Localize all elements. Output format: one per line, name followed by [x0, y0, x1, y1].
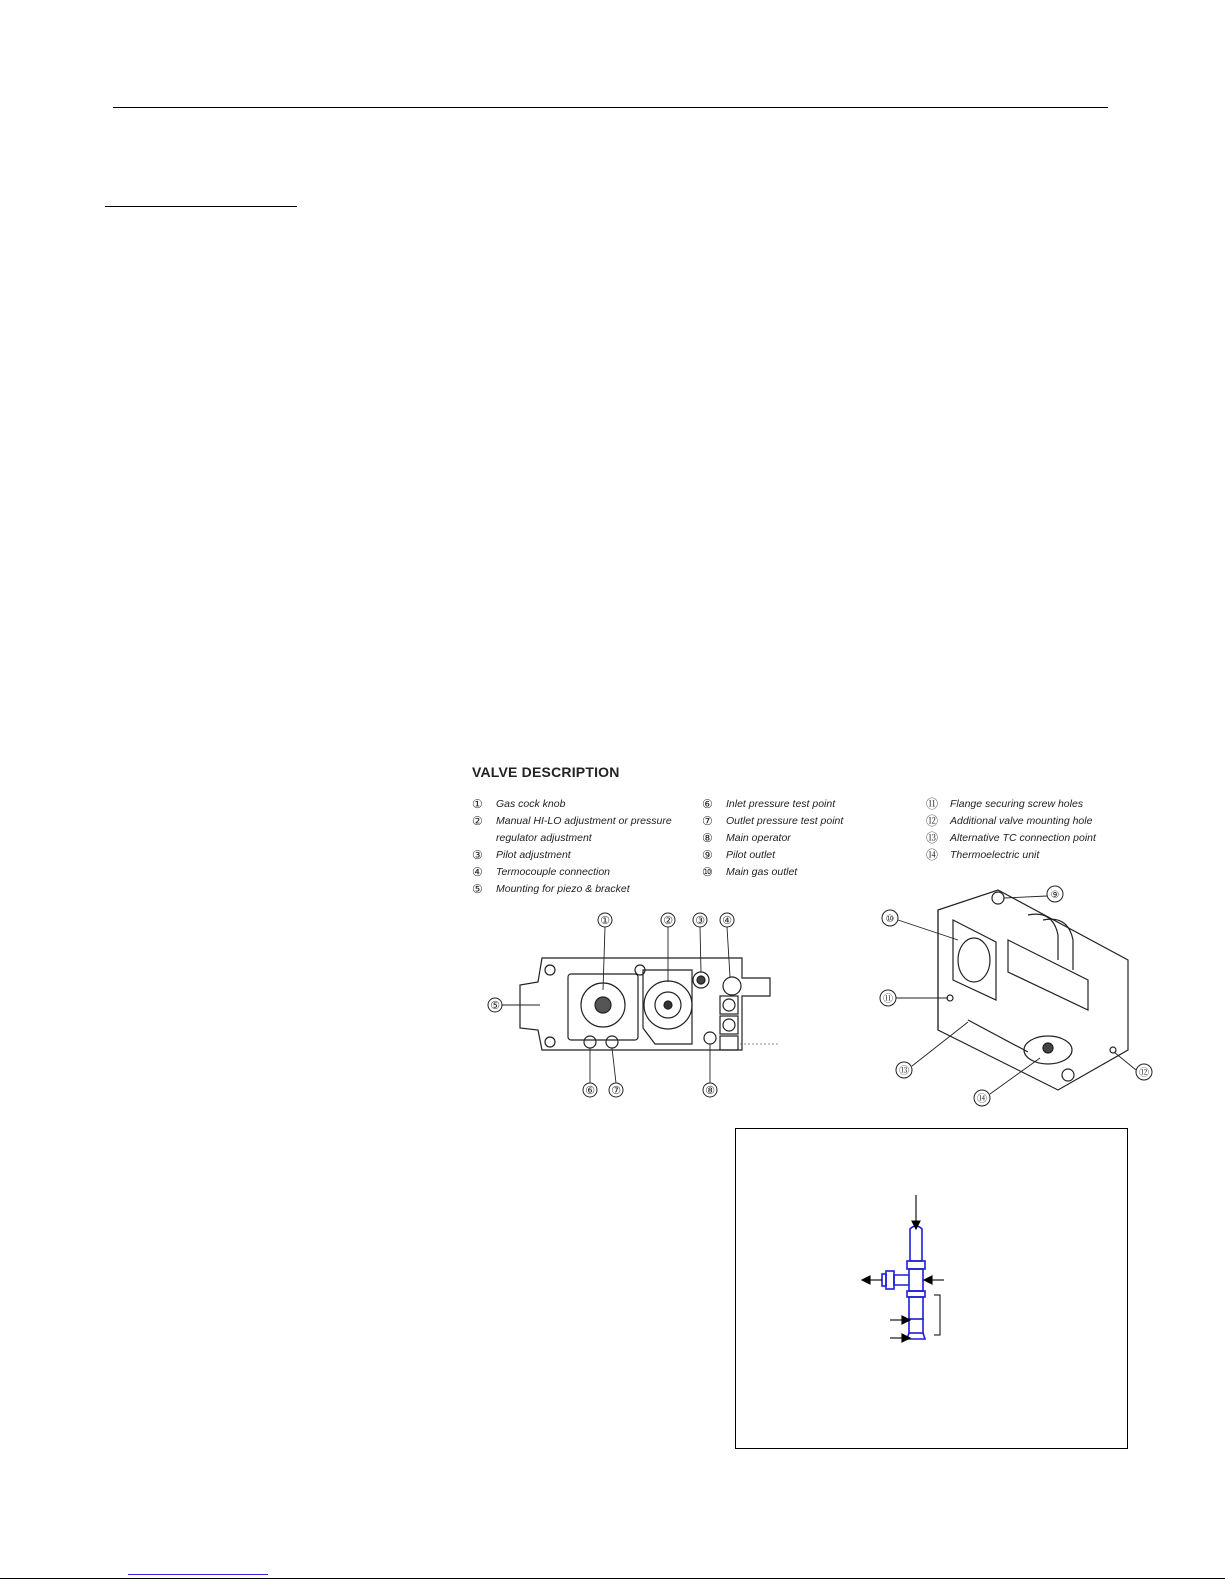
legend-label: Alternative TC connection point	[950, 832, 1096, 844]
legend-column-3	[926, 796, 1096, 864]
svg-text:⑬: ⑬	[899, 1066, 909, 1077]
pipe-fitting-drawing	[846, 1189, 986, 1369]
header-rule	[113, 107, 1108, 108]
footer-link-underline	[128, 1574, 268, 1575]
inlet-test-point	[584, 1036, 596, 1048]
svg-text:⑥: ⑥	[585, 1084, 595, 1097]
pipe-top-segment	[910, 1226, 922, 1261]
svg-text:①: ①	[600, 914, 610, 927]
legend-item	[472, 796, 686, 813]
legend-item	[472, 847, 686, 864]
dimension-bracket	[934, 1295, 940, 1335]
section-heading-underline	[105, 206, 297, 207]
legend-label: Pilot adjustment	[496, 849, 571, 861]
legend-item	[926, 796, 1096, 813]
svg-text:⑫: ⑫	[1139, 1068, 1149, 1079]
svg-text:⑩: ⑩	[885, 914, 895, 925]
legend-number: ⑬	[926, 831, 939, 845]
callout-2	[661, 913, 675, 927]
legend-number: ⑩	[702, 865, 713, 879]
callout-12	[1136, 1064, 1152, 1080]
pipe-collar-lower	[907, 1291, 925, 1297]
legend-item	[702, 847, 843, 864]
legend-item	[926, 847, 1096, 864]
legend-label: Gas cock knob	[496, 798, 566, 810]
callout-6	[583, 1083, 597, 1097]
legend-item	[702, 830, 843, 847]
legend-label: Outlet pressure test point	[726, 815, 844, 827]
gas-cock-knob-center	[595, 997, 611, 1013]
termocouple-connection	[723, 977, 741, 995]
figure-title: VALVE DESCRIPTION	[472, 764, 620, 780]
legend-label: Main operator	[726, 832, 791, 844]
svg-text:⑭: ⑭	[977, 1094, 987, 1105]
callout-11	[880, 990, 896, 1006]
legend-item	[926, 813, 1096, 830]
legend-label: Pilot outlet	[726, 849, 776, 861]
valve-isometric-view-drawing	[878, 880, 1158, 1110]
pipe-fitting-inset	[735, 1128, 1128, 1449]
callout-5	[488, 998, 502, 1012]
svg-text:⑤: ⑤	[490, 999, 500, 1012]
valve-top-view-drawing	[480, 910, 780, 1100]
svg-text:⑧: ⑧	[705, 1084, 715, 1097]
legend-column-1	[472, 796, 686, 898]
legend-number: ⑧	[702, 831, 713, 845]
pilot-outlet	[992, 892, 1004, 904]
legend-number: ⑭	[926, 848, 939, 862]
callout-7	[609, 1083, 623, 1097]
legend-label: Main gas outlet	[726, 866, 798, 878]
callout-9	[1047, 886, 1063, 902]
legend-item	[702, 796, 843, 813]
main-gas-outlet	[958, 938, 990, 982]
valve-description-figure	[460, 760, 1160, 1110]
footer-rule	[0, 1578, 1225, 1579]
legend-number: ②	[472, 814, 483, 828]
svg-text:⑨: ⑨	[1050, 890, 1060, 901]
svg-text:③: ③	[695, 914, 705, 927]
legend-label: Flange securing screw holes	[950, 798, 1084, 810]
pipe-collar-upper	[907, 1261, 925, 1269]
legend-item	[472, 813, 686, 847]
legend-number: ⑫	[926, 814, 939, 828]
legend-label: Mounting for piezo & bracket	[496, 883, 630, 895]
svg-text:④: ④	[722, 914, 732, 927]
outlet-test-point	[606, 1036, 618, 1048]
legend-item	[472, 864, 686, 881]
legend-item	[702, 813, 843, 830]
callout-14	[974, 1090, 990, 1106]
legend-number: ①	[472, 797, 483, 811]
legend-number: ⑦	[702, 814, 713, 828]
pipe-lower-segment	[909, 1297, 923, 1333]
valve-body-outline	[938, 890, 1128, 1090]
pipe-side-branch	[894, 1275, 909, 1285]
legend-label: Additional valve mounting hole	[950, 815, 1093, 827]
callout-13	[896, 1062, 912, 1078]
svg-text:⑪: ⑪	[883, 994, 893, 1005]
callout-3	[693, 913, 707, 927]
legend-number: ⑤	[472, 882, 483, 896]
legend-number: ⑥	[702, 797, 713, 811]
legend-item	[926, 830, 1096, 847]
legend-number: ⑪	[926, 797, 939, 811]
legend-item	[472, 881, 686, 898]
legend-label: Manual HI-LO adjustment or pressure regulator adjustment	[496, 815, 672, 844]
legend-number: ⑨	[702, 848, 713, 862]
svg-text:⑦: ⑦	[611, 1084, 621, 1097]
legend-number: ③	[472, 848, 483, 862]
legend-label: Inlet pressure test point	[726, 798, 836, 810]
terminal-block-3	[720, 1036, 738, 1050]
callout-10	[882, 910, 898, 926]
pipe-side-cap	[886, 1271, 894, 1289]
svg-text:②: ②	[663, 914, 673, 927]
legend-column-2	[702, 796, 843, 881]
callout-1	[598, 913, 612, 927]
legend-label: Thermoelectric unit	[950, 849, 1040, 861]
callout-8	[703, 1083, 717, 1097]
legend-number: ④	[472, 865, 483, 879]
legend-label: Termocouple connection	[496, 866, 611, 878]
pipe-tee-body	[909, 1269, 923, 1291]
callout-4	[720, 913, 734, 927]
legend-item	[702, 864, 843, 881]
